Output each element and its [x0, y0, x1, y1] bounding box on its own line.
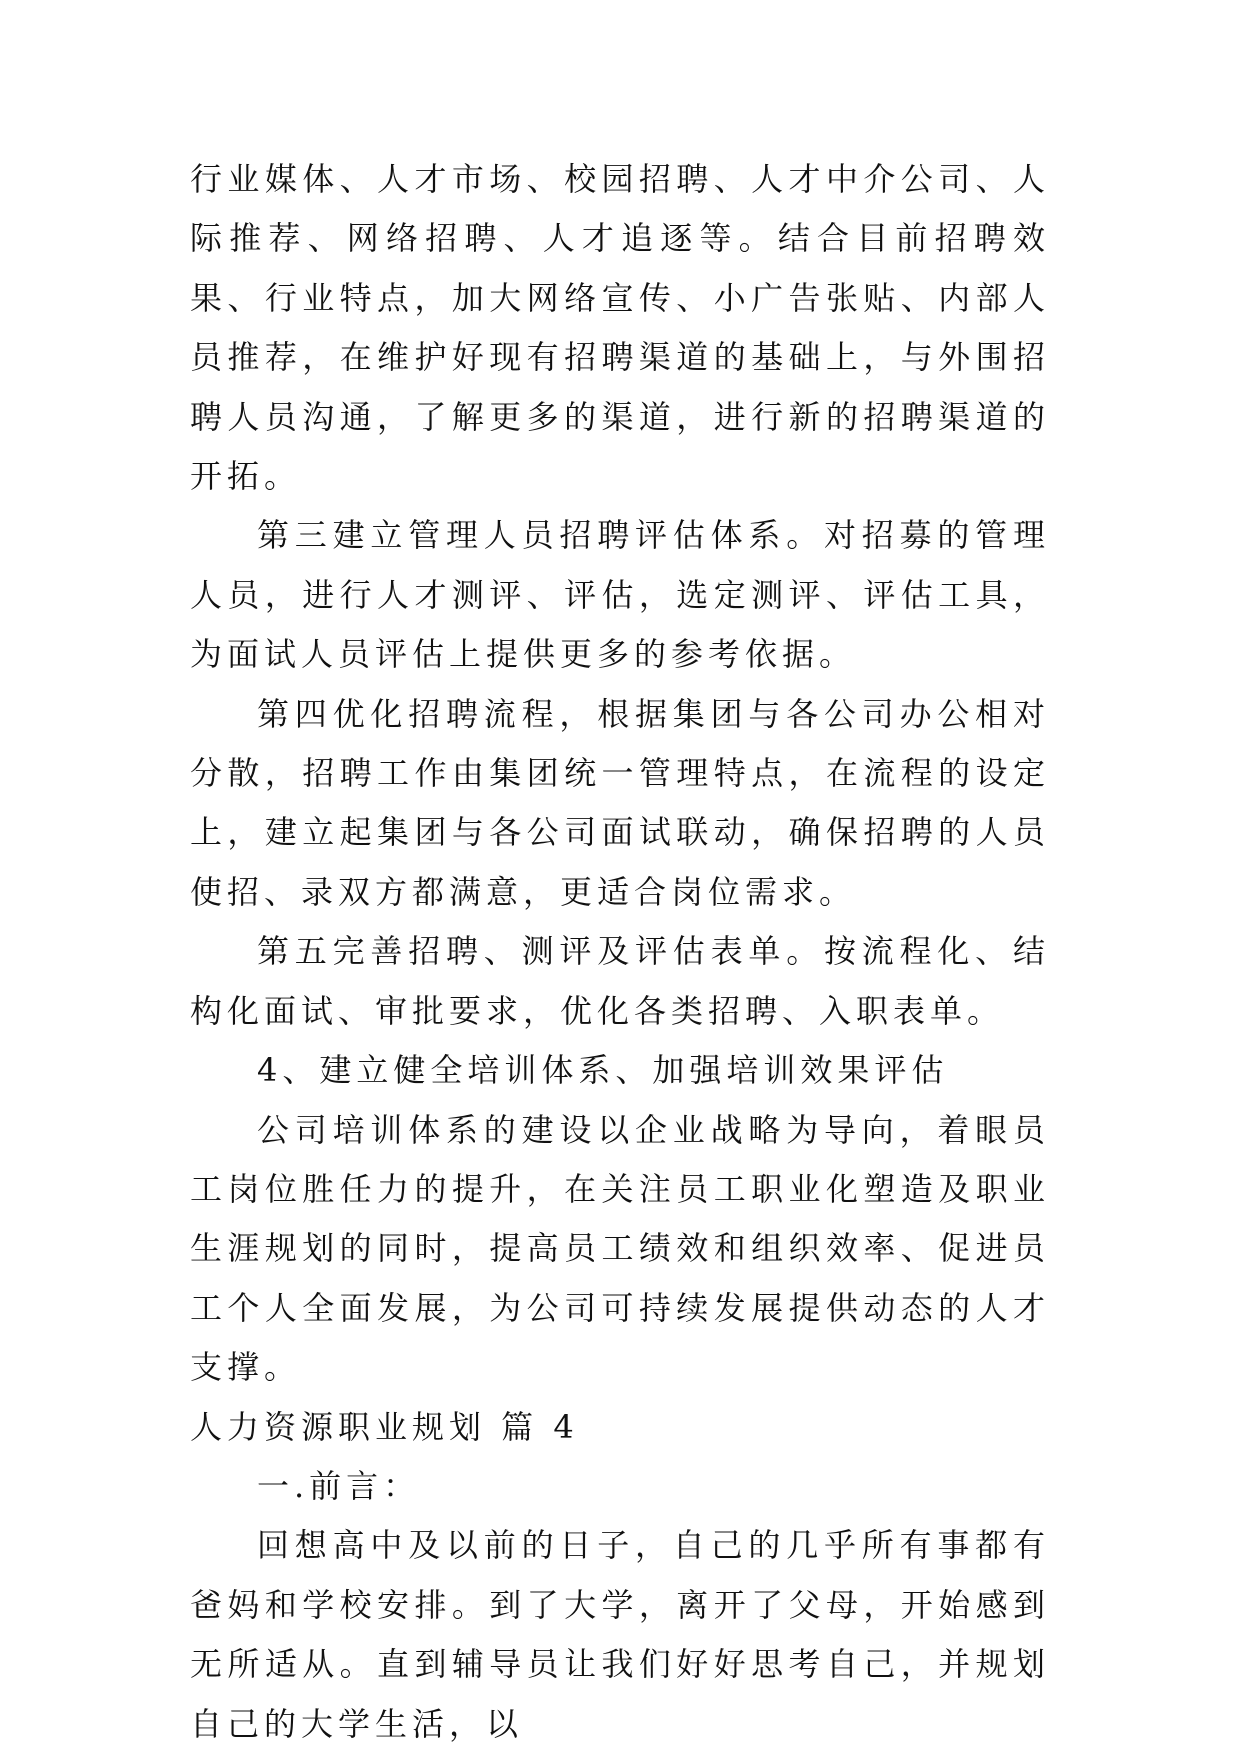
section-heading-preface: 一.前言： [257, 1466, 421, 1505]
document-page [190, 150, 1050, 1754]
body-paragraph-4: 第五完善招聘、测评及评估表单。按流程化、结构化面试、审批要求，优化各类招聘、入职表单。 [190, 932, 1050, 1030]
body-paragraph-9: 回想高中及以前的日子，自己的几乎所有事都有爸妈和学校安排。到了大学，离开了父母，开始感到无所适从。直到辅导员让我们好好思考自己，并规划自己的大学生活，以 [190, 1526, 1050, 1743]
body-paragraph-6: 公司培训体系的建设以企业战略为导向，着眼员工岗位胜任力的提升，在关注员工职业化塑造及职业生涯规划的同时，提高员工绩效和组织效率、促进员工个人全面发展，为公司可持续发展提供动态的人才支撑。 [190, 1110, 1050, 1387]
body-paragraph-1: 行业媒体、人才市场、校园招聘、人才中介公司、人际推荐、网络招聘、人才追逐等。结合目前招聘效果、行业特点，加大网络宣传、小广告张贴、内部人员推荐，在维护好现有招聘渠道的基础上，与外围招聘人员沟通，了解更多的渠道，进行新的招聘渠道的开拓。 [190, 160, 1050, 496]
body-paragraph-3: 第四优化招聘流程，根据集团与各公司办公相对分散，招聘工作由集团统一管理特点，在流程的设定上，建立起集团与各公司面试联动，确保招聘的人员使招、录双方都满意，更适合岗位需求。 [190, 694, 1050, 911]
section-heading-training: 4、建立健全培训体系、加强培训效果评估 [257, 1051, 949, 1090]
body-paragraph-2: 第三建立管理人员招聘评估体系。对招募的管理人员，进行人才测评、评估，选定测评、评估工具，为面试人员评估上提供更多的参考依据。 [190, 516, 1050, 674]
article-title: 人力资源职业规划 篇 4 [190, 1407, 579, 1446]
